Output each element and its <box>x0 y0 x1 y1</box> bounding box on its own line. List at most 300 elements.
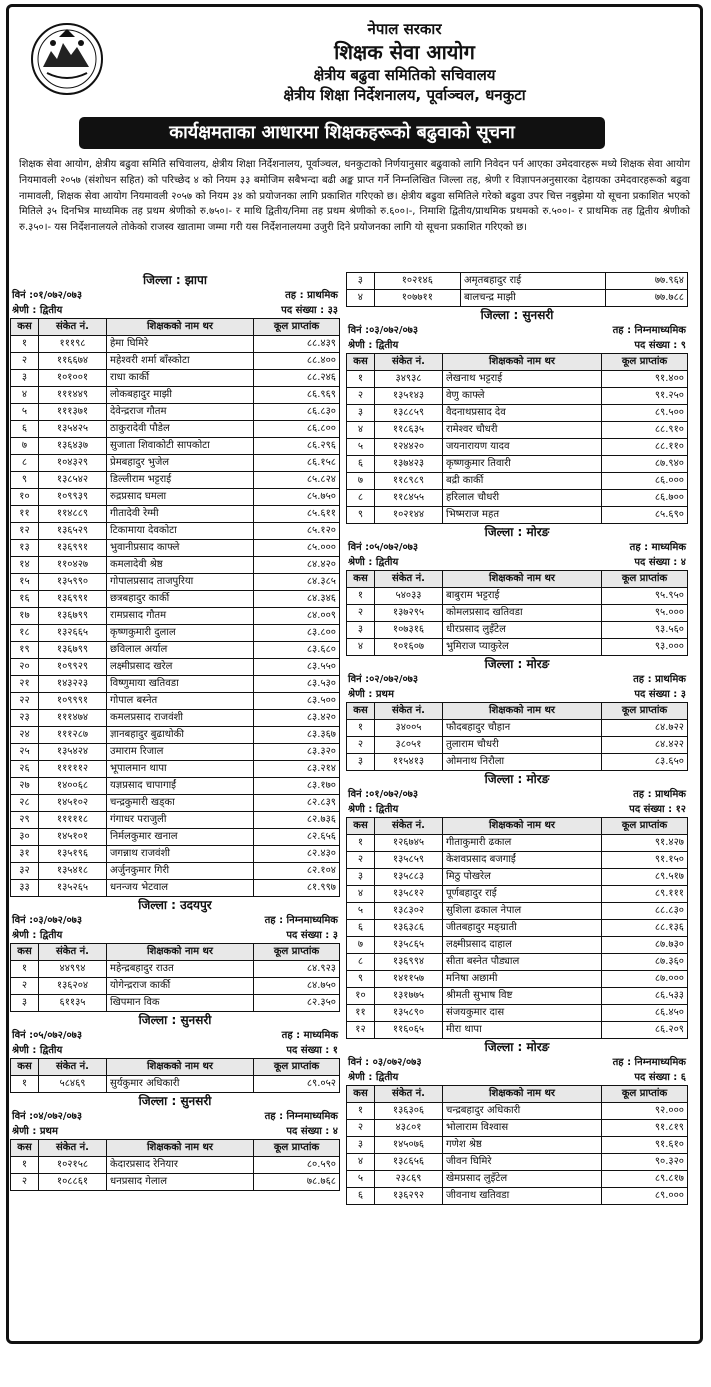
table-body <box>11 961 340 1012</box>
score-cell: ८३.५५० <box>254 659 340 676</box>
table-row <box>347 954 688 971</box>
level-label: तह : माध्यमिक <box>629 542 686 553</box>
score-cell: ८५.००० <box>254 540 340 557</box>
name-cell: लक्ष्मीप्रसाद खरेल <box>107 659 254 676</box>
posts-label: पद संख्या : ३ <box>634 689 686 700</box>
serial-cell: २ <box>347 388 375 405</box>
level-label: तह : निम्नमाध्यमिक <box>612 1057 686 1068</box>
district-block <box>346 656 688 771</box>
serial-cell: १७ <box>11 608 39 625</box>
column-header: शिक्षकको नाम थर <box>443 818 602 835</box>
meta-line <box>10 1124 340 1139</box>
score-cell: ८३.६८० <box>254 642 340 659</box>
name-cell: लेखनाथ भट्टराई <box>443 371 602 388</box>
code-cell: १०८८६१ <box>39 1174 107 1191</box>
district-heading: जिल्ला : सुनसरी <box>480 308 554 322</box>
code-cell: ५४०३३ <box>375 588 443 605</box>
column-header: कूल प्राप्तांक <box>254 1059 340 1076</box>
code-cell: १३६५२९ <box>39 523 107 540</box>
column-header: संकेत नं. <box>375 1086 443 1103</box>
district-block <box>346 771 688 1039</box>
code-cell: १४००६८ <box>39 778 107 795</box>
table-row <box>11 540 340 557</box>
serial-cell: ३ <box>11 995 39 1012</box>
table-body <box>347 720 688 771</box>
table-row <box>11 676 340 693</box>
meta-line <box>10 288 340 303</box>
score-cell: ८३.५०० <box>254 693 340 710</box>
column-header: शिक्षकको नाम थर <box>443 1086 602 1103</box>
serial-cell: ८ <box>347 954 375 971</box>
table-row <box>11 710 340 727</box>
score-cell: ८४.००९ <box>254 608 340 625</box>
score-cell: ८६.८०० <box>254 421 340 438</box>
serial-cell: २ <box>11 978 39 995</box>
serial-cell: २२ <box>11 693 39 710</box>
name-cell: अमृतबहादुर राई <box>461 273 606 290</box>
adv-number: विनं :०५/०७२/०७३ <box>348 542 419 553</box>
name-cell: टिकामाया देवकोटा <box>107 523 254 540</box>
table-row <box>347 622 688 639</box>
score-cell: ८६.७०० <box>602 490 688 507</box>
score-cell: ८६.८३० <box>254 404 340 421</box>
score-cell: ८२.३५० <box>254 995 340 1012</box>
score-cell: ८६.००० <box>602 473 688 490</box>
serial-cell: २० <box>11 659 39 676</box>
table-row <box>11 336 340 353</box>
score-cell: ८७.७३० <box>602 937 688 954</box>
name-cell: महेश्वरी शर्मा बाँस्कोटा <box>107 353 254 370</box>
name-cell: ओमनाथ निरौला <box>443 754 602 771</box>
score-cell: ८१.९९७ <box>254 880 340 897</box>
table-head <box>11 944 340 961</box>
score-cell: ८८.२४६ <box>254 370 340 387</box>
district-block <box>10 272 340 897</box>
table-row <box>11 642 340 659</box>
name-cell: धनन्जय भेटवाल <box>107 880 254 897</box>
score-cell: ७८.७६८ <box>254 1174 340 1191</box>
score-cell: ८९.०५२ <box>254 1076 340 1093</box>
serial-cell: ४ <box>347 886 375 903</box>
name-cell: ज्ञानबहादुर बुढाथोकी <box>107 727 254 744</box>
code-cell: ४३८०१ <box>375 1120 443 1137</box>
name-cell: बाबुराम भट्टराई <box>443 588 602 605</box>
table-row <box>11 744 340 761</box>
code-cell: ३८०५१ <box>375 737 443 754</box>
table-row <box>347 639 688 656</box>
table-body <box>11 336 340 897</box>
name-cell: रामप्रसाद गौतम <box>107 608 254 625</box>
adv-number: विनं :०१/०७२/०७३ <box>348 789 419 800</box>
table-row <box>347 1120 688 1137</box>
meta-line <box>10 1109 340 1124</box>
code-cell: ११०४२७ <box>39 557 107 574</box>
notice-title: कार्यक्षमताका आधारमा शिक्षकहरूको बढुवाको सूचना <box>79 117 605 149</box>
serial-cell: २ <box>11 1174 39 1191</box>
header-row <box>11 944 340 961</box>
meta-line <box>10 928 340 943</box>
table-row <box>11 404 340 421</box>
serial-cell: २४ <box>11 727 39 744</box>
meta-line <box>346 338 688 353</box>
results-table <box>10 1058 340 1093</box>
meta-line <box>10 303 340 318</box>
grade-label: श्रेणी : द्वितीय <box>348 557 399 568</box>
table-head <box>11 1059 340 1076</box>
serial-cell: २ <box>347 852 375 869</box>
header-row <box>347 571 688 588</box>
adv-number: विनं :०४/०७२/०७३ <box>12 1111 83 1122</box>
table-row <box>347 852 688 869</box>
serial-cell: ३० <box>11 829 39 846</box>
code-cell: १३६३०६ <box>375 1103 443 1120</box>
score-cell: ८३.३६७ <box>254 727 340 744</box>
district-heading: जिल्ला : उदयपुर <box>138 898 212 912</box>
name-cell: जीतबहादुर मङ्ग्राती <box>443 920 602 937</box>
name-cell: वैदनाथप्रसाद देव <box>443 405 602 422</box>
serial-cell: ६ <box>347 456 375 473</box>
name-cell: भुवानीप्रसाद काफ्ले <box>107 540 254 557</box>
serial-cell: १० <box>11 489 39 506</box>
serial-cell: ३ <box>347 1137 375 1154</box>
header-row <box>347 1086 688 1103</box>
adv-number: विनं :०१/०७२/०७३ <box>12 290 83 301</box>
score-cell: ७७.९६४ <box>606 273 688 290</box>
header-row <box>347 354 688 371</box>
score-cell: ८८.४०० <box>254 353 340 370</box>
district-block <box>346 524 688 656</box>
serial-cell: १० <box>347 988 375 1005</box>
serial-cell: ३ <box>347 405 375 422</box>
score-cell: ८७.००० <box>602 971 688 988</box>
score-cell: ९१.१५० <box>602 852 688 869</box>
score-cell: ९५.००० <box>602 605 688 622</box>
table-row <box>347 1022 688 1039</box>
name-cell: बालचन्द्र माझी <box>461 290 606 307</box>
code-cell: १४५०७६ <box>375 1137 443 1154</box>
table-row <box>347 290 688 307</box>
name-cell: बद्री कार्की <box>443 473 602 490</box>
table-row <box>347 473 688 490</box>
code-cell: १०१६०७ <box>375 639 443 656</box>
table-row <box>347 439 688 456</box>
table-head <box>347 703 688 720</box>
column-header: कूल प्राप्तांक <box>602 354 688 371</box>
column-header: शिक्षकको नाम थर <box>107 1140 254 1157</box>
adv-number: विनं :०३/०७२/०७३ <box>348 325 419 336</box>
name-cell: सुर्यकुमार अधिकारी <box>107 1076 254 1093</box>
table-row <box>11 1076 340 1093</box>
name-cell: फौदबहादुर चौहान <box>443 720 602 737</box>
serial-cell: २ <box>347 1120 375 1137</box>
level-label: तह : निम्नमाध्यमिक <box>264 915 338 926</box>
name-cell: कमलादेवी श्रेष्ठ <box>107 557 254 574</box>
table-row <box>347 835 688 852</box>
code-cell: १०९९२९ <box>39 659 107 676</box>
table-row <box>347 490 688 507</box>
table-head <box>11 319 340 336</box>
serial-cell: १३ <box>11 540 39 557</box>
serial-cell: २५ <box>11 744 39 761</box>
table-row <box>11 829 340 846</box>
score-cell: ८४.४२२ <box>602 737 688 754</box>
score-cell: ८३.४२० <box>254 710 340 727</box>
results-table <box>346 817 688 1039</box>
serial-cell: ५ <box>347 1171 375 1188</box>
table-row <box>11 812 340 829</box>
code-cell: १३६२९२ <box>375 1188 443 1205</box>
code-cell: ३४९३८ <box>375 371 443 388</box>
score-cell: ८६.१५८ <box>254 455 340 472</box>
code-cell: १३७४२३ <box>375 456 443 473</box>
serial-cell: ७ <box>11 438 39 455</box>
code-cell: १११९८ <box>39 336 107 353</box>
table-row <box>11 659 340 676</box>
score-cell: ८३.५३० <box>254 676 340 693</box>
serial-cell: ४ <box>347 422 375 439</box>
column-header: कूल प्राप्तांक <box>602 818 688 835</box>
code-cell: १३५४२४ <box>39 744 107 761</box>
table-row <box>11 455 340 472</box>
code-cell: ६११३५ <box>39 995 107 1012</box>
code-cell: १३७२९५ <box>375 605 443 622</box>
name-cell: चन्द्रबहादुर अधिकारी <box>443 1103 602 1120</box>
results-table <box>346 1085 688 1205</box>
name-cell: विष्णुमाया खतिवडा <box>107 676 254 693</box>
table-row <box>11 421 340 438</box>
name-cell: छत्रबहादुर कार्की <box>107 591 254 608</box>
name-cell: हरिलाल चौधरी <box>443 490 602 507</box>
name-cell: भुमिराज प्याकुरेल <box>443 639 602 656</box>
score-cell: ८८.८३० <box>602 903 688 920</box>
grade-label: श्रेणी : द्वितीय <box>12 1045 63 1056</box>
table-row <box>347 971 688 988</box>
name-cell: भिष्मराज महत <box>443 507 602 524</box>
score-cell: ८६.५३३ <box>602 988 688 1005</box>
code-cell: १०९९३९ <box>39 489 107 506</box>
adv-number: विनं :०५/०७२/०७३ <box>12 1030 83 1041</box>
district-heading: जिल्ला : मोरङ <box>484 1040 550 1054</box>
code-cell: १३८५४२ <box>39 472 107 489</box>
column-header: शिक्षकको नाम थर <box>107 944 254 961</box>
meta-line <box>10 1028 340 1043</box>
header-row <box>347 818 688 835</box>
table-body <box>11 1157 340 1191</box>
posts-label: पद संख्या : ४ <box>634 557 686 568</box>
serial-cell: २७ <box>11 778 39 795</box>
table-head <box>347 1086 688 1103</box>
meta-line <box>10 1043 340 1058</box>
serial-cell: ६ <box>347 920 375 937</box>
table-row <box>11 523 340 540</box>
meta-line <box>346 687 688 702</box>
name-cell: देवेन्द्रराज गौतम <box>107 404 254 421</box>
code-cell: ११५४१३ <box>375 754 443 771</box>
code-cell: ११६०६५ <box>375 1022 443 1039</box>
score-cell: ८९.५०० <box>602 405 688 422</box>
score-cell: ९१.४०० <box>602 371 688 388</box>
table-row <box>347 1137 688 1154</box>
code-cell: १३५४२५ <box>39 421 107 438</box>
code-cell: १३६९९१ <box>39 591 107 608</box>
meta-line <box>346 1055 688 1070</box>
serial-cell: १ <box>347 1103 375 1120</box>
table-row <box>11 693 340 710</box>
serial-cell: ९ <box>347 507 375 524</box>
code-cell: २३८६९ <box>375 1171 443 1188</box>
serial-cell: ४ <box>11 387 39 404</box>
name-cell: ठाकुरादेवी पौडेल <box>107 421 254 438</box>
table-row <box>347 886 688 903</box>
column-header: संकेत नं. <box>39 944 107 961</box>
commission-name: शिक्षक सेवा आयोग <box>334 40 475 64</box>
district-heading: जिल्ला : सुनसरी <box>138 1013 212 1027</box>
name-cell: रामेश्वर चौधरी <box>443 422 602 439</box>
table-row <box>347 720 688 737</box>
table-row <box>347 737 688 754</box>
table-row <box>11 978 340 995</box>
posts-label: पद संख्या : १२ <box>629 804 686 815</box>
column-header: कूल प्राप्तांक <box>254 1140 340 1157</box>
column-header: शिक्षकको नाम थर <box>443 703 602 720</box>
serial-cell: ४ <box>347 290 375 307</box>
code-cell: १४११५७ <box>375 971 443 988</box>
score-cell: ८३.३२० <box>254 744 340 761</box>
table-row <box>347 903 688 920</box>
name-cell: हेमा घिमिरे <box>107 336 254 353</box>
column-header: कस <box>347 703 375 720</box>
code-cell: ५८४६९ <box>39 1076 107 1093</box>
score-cell: ९१.६१० <box>602 1137 688 1154</box>
name-cell: सुशिला ढकाल नेपाल <box>443 903 602 920</box>
name-cell: जगन्नाथ राजवंशी <box>107 846 254 863</box>
score-cell: ८५.६९० <box>602 507 688 524</box>
table-row <box>347 507 688 524</box>
name-cell: कमलप्रसाद राजवंशी <box>107 710 254 727</box>
name-cell: धीरप्रसाद लुइँटेल <box>443 622 602 639</box>
column-header: संकेत नं. <box>39 1059 107 1076</box>
header <box>129 19 680 105</box>
code-cell: ११८६३५ <box>375 422 443 439</box>
table-row <box>11 961 340 978</box>
score-cell: ८३.१७० <box>254 778 340 795</box>
adv-number: विनं : ०३/०७२/०७३ <box>348 1057 422 1068</box>
grade-label: श्रेणी : प्रथम <box>348 689 394 700</box>
code-cell: ११६६७४ <box>39 353 107 370</box>
column-header: कस <box>11 1140 39 1157</box>
column-header: कूल प्राप्तांक <box>254 319 340 336</box>
name-cell: सीता बस्नेत पौड्याल <box>443 954 602 971</box>
serial-cell: ४ <box>347 639 375 656</box>
name-cell: अर्जुनकुमार गिरी <box>107 863 254 880</box>
meta-line <box>346 1070 688 1085</box>
name-cell: लोकबहादुर माझी <box>107 387 254 404</box>
table-row <box>347 605 688 622</box>
serial-cell: १५ <box>11 574 39 591</box>
results-table <box>10 943 340 1012</box>
district-heading: जिल्ला : सुनसरी <box>138 1094 212 1108</box>
score-cell: ८६.२०९ <box>602 1022 688 1039</box>
table-row <box>11 387 340 404</box>
code-cell: १३२६६५ <box>39 625 107 642</box>
serial-cell: २ <box>11 353 39 370</box>
score-cell: ८४.३४६ <box>254 591 340 608</box>
code-cell: १०७३१६ <box>375 622 443 639</box>
serial-cell: २१ <box>11 676 39 693</box>
serial-cell: ११ <box>11 506 39 523</box>
committee-name: क्षेत्रीय बढुवा समितिको सचिवालय <box>313 66 496 84</box>
table-row <box>11 472 340 489</box>
table-row <box>347 422 688 439</box>
score-cell: ९३.५६० <box>602 622 688 639</box>
name-cell: जयनारायण यादव <box>443 439 602 456</box>
meta-line <box>346 555 688 570</box>
serial-cell: १ <box>11 1076 39 1093</box>
header-row <box>11 319 340 336</box>
score-cell: ८५.६११ <box>254 506 340 523</box>
serial-cell: ५ <box>347 903 375 920</box>
column-header: शिक्षकको नाम थर <box>107 319 254 336</box>
district-block <box>346 307 688 524</box>
serial-cell: ९ <box>347 971 375 988</box>
posts-label: पद संख्या : ६ <box>634 1072 686 1083</box>
table-row <box>347 754 688 771</box>
score-cell: ८२.८३९ <box>254 795 340 812</box>
table-row <box>347 456 688 473</box>
header-row <box>11 1059 340 1076</box>
name-cell: श्रीमती सुभाष विष्ट <box>443 988 602 1005</box>
serial-cell: ११ <box>347 1005 375 1022</box>
name-cell: जीवन घिमिरे <box>443 1154 602 1171</box>
score-cell: ८९.१११ <box>602 886 688 903</box>
score-cell: ८२.७३६ <box>254 812 340 829</box>
score-cell: ८२.६५६ <box>254 829 340 846</box>
table-row <box>11 438 340 455</box>
table-row <box>347 937 688 954</box>
code-cell: १३५९९० <box>39 574 107 591</box>
column-header: संकेत नं. <box>375 818 443 835</box>
table-row <box>347 588 688 605</box>
score-cell: ९१.४२७ <box>602 835 688 852</box>
level-label: तह : निम्नमाध्यमिक <box>612 325 686 336</box>
level-label: तह : प्राथमिक <box>285 290 338 301</box>
score-cell: ८३.२१४ <box>254 761 340 778</box>
results-table <box>10 1139 340 1191</box>
name-cell: गीताकुमारी ढकाल <box>443 835 602 852</box>
code-cell: १२४४२० <box>375 439 443 456</box>
code-cell: ११८४५५ <box>375 490 443 507</box>
serial-cell: ६ <box>347 1188 375 1205</box>
column-header: संकेत नं. <box>375 703 443 720</box>
score-cell: ८७.३६० <box>602 954 688 971</box>
code-cell: १३५८६५ <box>375 937 443 954</box>
notice-paragraph: शिक्षक सेवा आयोग, क्षेत्रीय बढुवा समिति सचिवालय, क्षेत्रीय शिक्षा निर्देशनालय, पूर्वाञ्चल, धनकुटाको निर्णयानुसार बढुवाको लागि निवेदन पर्न आएका उमेदवारहरू मध्ये शिक्षक सेवा आयोग नियमावली २०५७ (संशोधन सहित) को परिच्छेद ४ को नियम ३३ बमोजिम सबैभन्दा बढी अङ्क प्राप्त गर्ने निम्नलिखित जिल्ला तह, श्रेणी र विज्ञापनअनुसारका देहायका उमेदवारहरूको बढुवा नामावली, शिक्षक सेवा आयोग नियमावली २०५७ को नियम ३४ को प्रयोजनका लागि प्रकाशित गरिएको छ। क्षेत्रीय बढुवा समितिले गरेको बढुवा उपर चित्त नबुझेमा यो सूचना प्रकाशित भएको मितिले ३५ दिनभित्र माध्यमिक तह प्रथम श्रेणीको रु.७५०।- र माथि द्वितीय/निमा तह प्रथम श्रेणीको रु.६००।-, निमाशि द्वितीय/प्राथमिक प्रथमको रु.५००।- र प्राथमिक तह द्वितीय श्रेणीको रु.३५०।- यस निर्देशनालयले तोकेको राजस्व खातामा जम्मा गरी यस निर्देशनालयमा उजुरी दिने प्रयोजनका लागि यो सूचना प्रकाशित गरिएको छ। <box>19 159 690 234</box>
name-cell: डिल्लीराम भट्टराई <box>107 472 254 489</box>
table-row <box>11 1174 340 1191</box>
table-row <box>11 370 340 387</box>
posts-label: पद संख्या : ९ <box>634 340 686 351</box>
score-cell: ८७.९४० <box>602 456 688 473</box>
table-body <box>347 371 688 524</box>
score-cell: ८९.००० <box>602 1188 688 1205</box>
name-cell: लक्ष्मीप्रसाद दाहाल <box>443 937 602 954</box>
code-cell: १४५१०१ <box>39 829 107 846</box>
serial-cell: १ <box>347 371 375 388</box>
score-cell: ९१.२५० <box>602 388 688 405</box>
code-cell: १३६२०४ <box>39 978 107 995</box>
table-row <box>11 557 340 574</box>
district-block <box>10 1093 340 1191</box>
